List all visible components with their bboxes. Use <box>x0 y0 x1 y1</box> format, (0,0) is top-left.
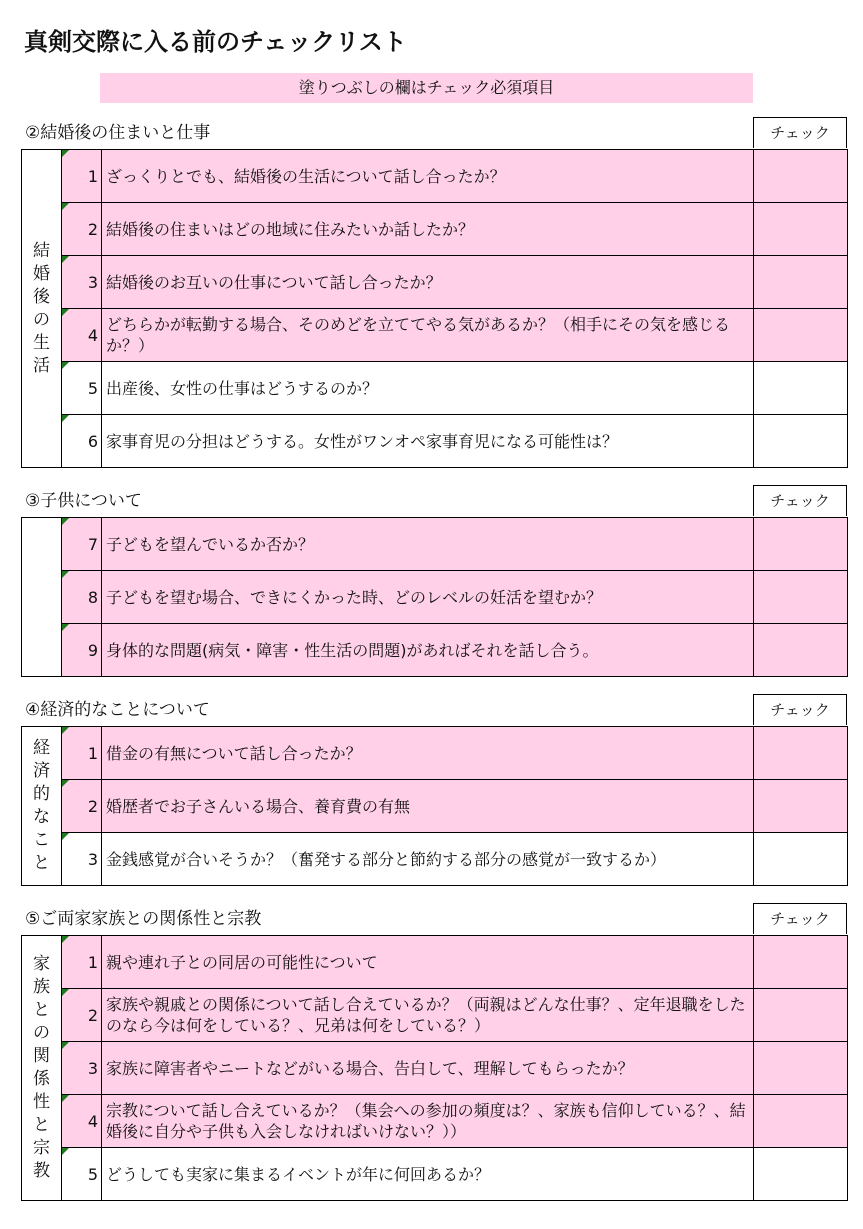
item-number: 5 <box>62 362 102 415</box>
checklist-row <box>22 571 848 624</box>
checklist-table <box>21 149 848 468</box>
check-cell[interactable] <box>754 833 848 886</box>
check-cell[interactable] <box>754 989 848 1042</box>
item-number: 9 <box>62 624 102 677</box>
item-number: 2 <box>62 989 102 1042</box>
checklist-row <box>22 415 848 468</box>
checklist-row <box>22 150 848 203</box>
item-question: 子どもを望む場合、できにくかった時、どのレベルの妊活を望むか？ <box>102 571 754 624</box>
item-number: 3 <box>62 256 102 309</box>
checklist-section <box>21 485 847 677</box>
checklist-table <box>21 935 848 1201</box>
item-question: 金銭感覚が合いそうか？（奮発する部分と節約する部分の感覚が一致するか） <box>102 833 754 886</box>
item-question: 結婚後の住まいはどの地域に住みたいか話したか？ <box>102 203 754 256</box>
category-label-cell <box>22 727 62 886</box>
item-number: 8 <box>62 571 102 624</box>
item-question: ざっくりとでも、結婚後の生活について話し合ったか？ <box>102 150 754 203</box>
check-cell[interactable] <box>754 518 848 571</box>
item-question: どうしても実家に集まるイベントが年に何回あるか？ <box>102 1148 754 1201</box>
checklist-row <box>22 624 848 677</box>
check-cell[interactable] <box>754 571 848 624</box>
item-number: 3 <box>62 1042 102 1095</box>
item-question: 婚歴者でお子さんいる場合、養育費の有無 <box>102 780 754 833</box>
section-header <box>21 117 847 149</box>
checklist-section <box>21 903 847 1201</box>
item-number: 6 <box>62 415 102 468</box>
item-question: 家族や親戚との関係について話し合えているか？（両親はどんな仕事？、定年退職をしたのなら今は何をしている？、兄弟は何をしている？） <box>102 989 754 1042</box>
section-title: ⑤ご両家家族との関係性と宗教 <box>25 909 262 929</box>
category-label-cell <box>22 518 62 677</box>
item-number: 1 <box>62 150 102 203</box>
required-legend: 塗りつぶしの欄はチェック必須項目 <box>100 73 753 103</box>
checklist-row <box>22 518 848 571</box>
category-label-cell <box>22 150 62 468</box>
category-label: 経済的なこと <box>33 738 50 873</box>
section-header <box>21 694 847 726</box>
section-title: ③子供について <box>25 491 142 511</box>
item-number: 3 <box>62 833 102 886</box>
check-cell[interactable] <box>754 1042 848 1095</box>
category-label: 家族との関係性と宗教 <box>33 954 50 1181</box>
checklist-row <box>22 1042 848 1095</box>
checklist-row <box>22 256 848 309</box>
checklist-table <box>21 726 848 886</box>
item-question: 身体的な問題(病気・障害・性生活の問題)があればそれを話し合う。 <box>102 624 754 677</box>
section-header <box>21 903 847 935</box>
check-cell[interactable] <box>754 727 848 780</box>
check-cell[interactable] <box>754 624 848 677</box>
check-cell[interactable] <box>754 415 848 468</box>
item-number: 4 <box>62 309 102 362</box>
item-question: 家族に障害者やニートなどがいる場合、告白して、理解してもらったか？ <box>102 1042 754 1095</box>
item-number: 7 <box>62 518 102 571</box>
checklist-table <box>21 517 848 677</box>
item-question: 子どもを望んでいるか否か？ <box>102 518 754 571</box>
checklist-row <box>22 989 848 1042</box>
item-question: 結婚後のお互いの仕事について話し合ったか？ <box>102 256 754 309</box>
check-column-header: チェック <box>753 485 847 516</box>
item-question: 借金の有無について話し合ったか？ <box>102 727 754 780</box>
check-cell[interactable] <box>754 1095 848 1148</box>
item-number: 1 <box>62 936 102 989</box>
checklist-row <box>22 1148 848 1201</box>
check-cell[interactable] <box>754 362 848 415</box>
checklist-row <box>22 936 848 989</box>
item-question: 出産後、女性の仕事はどうするのか？ <box>102 362 754 415</box>
check-cell[interactable] <box>754 150 848 203</box>
item-question: どちらかが転勤する場合、そのめどを立ててやる気があるか？（相手にその気を感じるか？） <box>102 309 754 362</box>
check-column-header: チェック <box>753 117 847 148</box>
section-title: ④経済的なことについて <box>25 700 210 720</box>
checklist-section <box>21 117 847 468</box>
page-title: 真剣交際に入る前のチェックリスト <box>24 28 407 56</box>
checklist-row <box>22 362 848 415</box>
category-label-cell <box>22 936 62 1201</box>
item-question: 家事育児の分担はどうする。女性がワンオペ家事育児になる可能性は？ <box>102 415 754 468</box>
check-cell[interactable] <box>754 936 848 989</box>
checklist-row <box>22 727 848 780</box>
check-column-header: チェック <box>753 903 847 934</box>
section-header <box>21 485 847 517</box>
check-cell[interactable] <box>754 1148 848 1201</box>
category-label: 結婚後の生活 <box>33 240 50 376</box>
check-cell[interactable] <box>754 309 848 362</box>
item-number: 2 <box>62 203 102 256</box>
item-number: 1 <box>62 727 102 780</box>
check-column-header: チェック <box>753 694 847 725</box>
item-number: 4 <box>62 1095 102 1148</box>
checklist-row <box>22 1095 848 1148</box>
checklist-row <box>22 203 848 256</box>
item-question: 宗教について話し合えているか？（集会への参加の頻度は？、家族も信仰している？、結婚後に自分や子供も入会しなければいけない？）） <box>102 1095 754 1148</box>
item-number: 5 <box>62 1148 102 1201</box>
section-title: ②結婚後の住まいと仕事 <box>25 123 211 143</box>
checklist-section <box>21 694 847 886</box>
checklist-row <box>22 833 848 886</box>
check-cell[interactable] <box>754 780 848 833</box>
checklist-row <box>22 309 848 362</box>
check-cell[interactable] <box>754 203 848 256</box>
item-question: 親や連れ子との同居の可能性について <box>102 936 754 989</box>
item-number: 2 <box>62 780 102 833</box>
checklist-row <box>22 780 848 833</box>
check-cell[interactable] <box>754 256 848 309</box>
